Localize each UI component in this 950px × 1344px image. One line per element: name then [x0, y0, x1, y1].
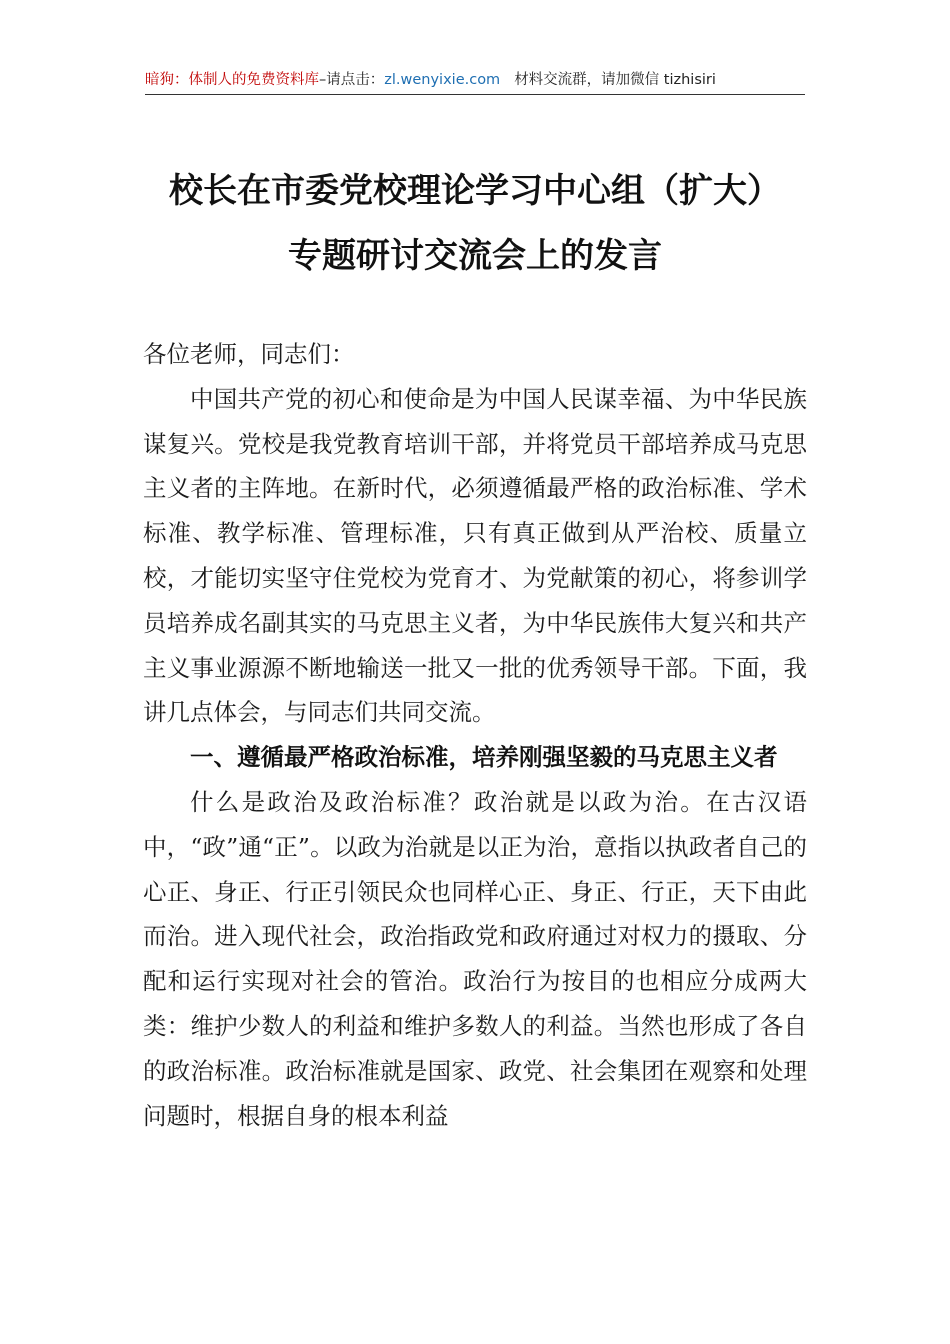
header-wechat-note: 材料交流群，请加微信 tizhisiri: [514, 72, 716, 88]
header-link[interactable]: zl.wenyixie.com: [384, 72, 501, 88]
document-title-line-2: 专题研讨交流会上的发言: [288, 236, 662, 276]
section-1-heading: 一、遵循最严格政治标准，培养刚强坚毅的马克思主义者: [190, 743, 778, 772]
page-header: [145, 68, 805, 95]
header-brand: 暗狗：体制人的免费资料库: [145, 72, 319, 88]
paragraph-2: 什么是政治及政治标准？政治就是以政为治。在古汉语中，“政”通“正”。以政为治就是以正为治，意指以执政者自己的心正、身正、行正引领民众也同样心正、身正、行正，天下由此而治。进入现代社会，政治指政党和政府通过对权力的摄取、分配和运行实现对社会的管治。政治行为按目的也相应分成两大类：维护少数人的利益和维护多数人的利益。当然也形成了各自的政治标准。政治标准就是国家、政党、社会集团在观察和处理问题时，根据自身的根本利益: [143, 787, 807, 1130]
salutation: 各位老师，同志们：: [143, 340, 355, 368]
document-body: [143, 332, 807, 1138]
document-title-line-1: 校长在市委党校理论学习中心组（扩大）: [169, 171, 781, 211]
header-link-prompt: –请点击：: [319, 72, 385, 88]
paragraph-1: 中国共产党的初心和使命是为中国人民谋幸福、为中华民族谋复兴。党校是我党教育培训干部，并将党员干部培养成马克思主义者的主阵地。在新时代，必须遵循最严格的政治标准、学术标准、教学标准、管理标准，只有真正做到从严治校、质量立校，才能切实坚守住党校为党育才、为党献策的初心，将参训学员培养成名副其实的马克思主义者，为中华民族伟大复兴和共产主义事业源源不断地输送一批又一批的优秀领导干部。下面，我讲几点体会，与同志们共同交流。: [143, 384, 807, 727]
